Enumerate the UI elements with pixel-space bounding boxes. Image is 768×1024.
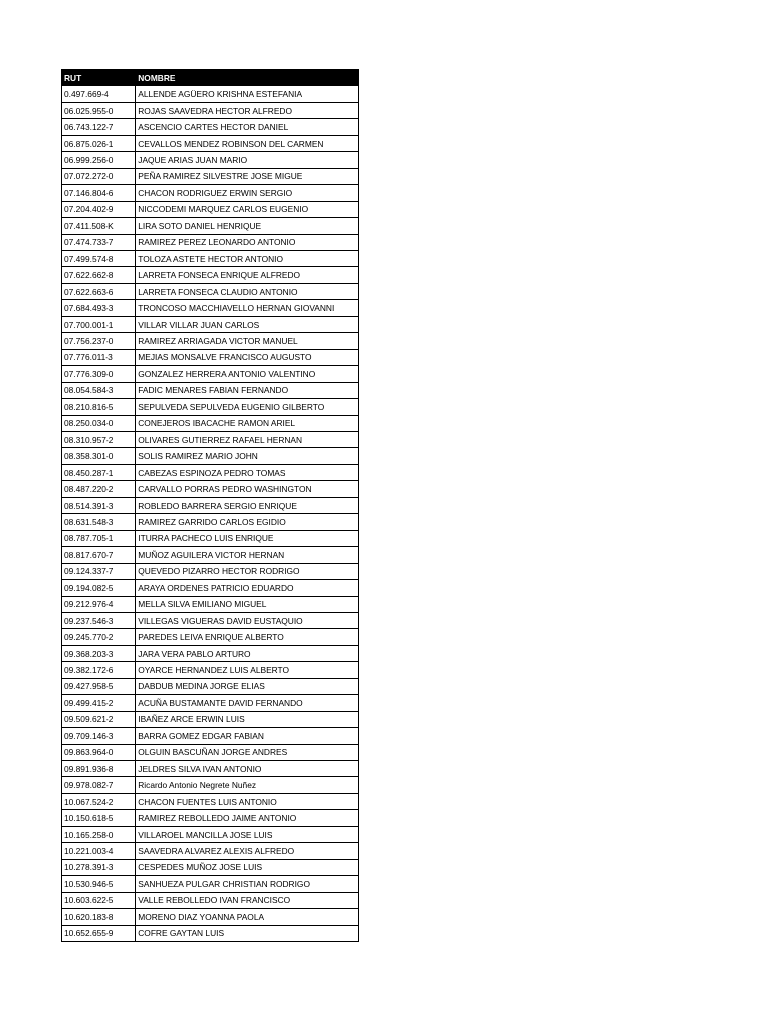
rut-cell: 09.382.172-6 xyxy=(62,662,136,678)
table-row xyxy=(62,695,359,711)
header-rut: RUT xyxy=(62,70,136,86)
rut-cell: 07.499.574-8 xyxy=(62,250,136,266)
nombre-cell: ACUÑA BUSTAMANTE DAVID FERNANDO xyxy=(136,695,359,711)
table-row xyxy=(62,810,359,826)
nombre-cell: CONEJEROS IBACACHE RAMON ARIEL xyxy=(136,415,359,431)
table-row xyxy=(62,793,359,809)
rut-cell: 10.150.618-5 xyxy=(62,810,136,826)
table-row xyxy=(62,612,359,628)
table-row xyxy=(62,333,359,349)
nombre-cell: SOLIS RAMIREZ MARIO JOHN xyxy=(136,448,359,464)
nombre-cell: VILLAROEL MANCILLA JOSE LUIS xyxy=(136,826,359,842)
table-row xyxy=(62,431,359,447)
rut-cell: 10.278.391-3 xyxy=(62,859,136,875)
nombre-cell: VALLE REBOLLEDO IVAN FRANCISCO xyxy=(136,892,359,908)
nombre-cell: CHACON RODRIGUEZ ERWIN SERGIO xyxy=(136,185,359,201)
nombre-cell: CESPEDES MUÑOZ JOSE LUIS xyxy=(136,859,359,875)
table-header-row xyxy=(62,70,359,86)
rut-cell: 06.999.256-0 xyxy=(62,152,136,168)
nombre-cell: LIRA SOTO DANIEL HENRIQUE xyxy=(136,218,359,234)
table-row xyxy=(62,135,359,151)
table-row xyxy=(62,152,359,168)
table-row xyxy=(62,119,359,135)
rut-cell: 09.978.082-7 xyxy=(62,777,136,793)
rut-cell: 08.210.816-5 xyxy=(62,399,136,415)
nombre-cell: VILLAR VILLAR JUAN CARLOS xyxy=(136,316,359,332)
table-row xyxy=(62,514,359,530)
rut-cell: 09.194.082-5 xyxy=(62,580,136,596)
rut-name-table xyxy=(61,69,359,942)
nombre-cell: ARAYA ORDENES PATRICIO EDUARDO xyxy=(136,580,359,596)
nombre-cell: JARA VERA PABLO ARTURO xyxy=(136,645,359,661)
rut-cell: 07.700.001-1 xyxy=(62,316,136,332)
nombre-cell: LARRETA FONSECA CLAUDIO ANTONIO xyxy=(136,283,359,299)
rut-cell: 08.817.670-7 xyxy=(62,547,136,563)
rut-cell: 06.875.026-1 xyxy=(62,135,136,151)
rut-cell: 07.072.272-0 xyxy=(62,168,136,184)
rut-cell: 09.709.146-3 xyxy=(62,728,136,744)
nombre-cell: MEJIAS MONSALVE FRANCISCO AUGUSTO xyxy=(136,349,359,365)
rut-cell: 09.237.546-3 xyxy=(62,612,136,628)
table-row xyxy=(62,86,359,102)
rut-cell: 10.620.183-8 xyxy=(62,909,136,925)
table-row xyxy=(62,662,359,678)
rut-cell: 10.221.003-4 xyxy=(62,843,136,859)
rut-cell: 08.310.957-2 xyxy=(62,431,136,447)
nombre-cell: COFRE GAYTAN LUIS xyxy=(136,925,359,941)
table-row xyxy=(62,481,359,497)
nombre-cell: ALLENDE AGÜERO KRISHNA ESTEFANIA xyxy=(136,86,359,102)
rut-cell: 07.146.804-6 xyxy=(62,185,136,201)
rut-cell: 09.863.964-0 xyxy=(62,744,136,760)
rut-cell: 08.250.034-0 xyxy=(62,415,136,431)
table-row xyxy=(62,448,359,464)
nombre-cell: RAMIREZ ARRIAGADA VICTOR MANUEL xyxy=(136,333,359,349)
table-row xyxy=(62,859,359,875)
nombre-cell: MORENO DIAZ YOANNA PAOLA xyxy=(136,909,359,925)
nombre-cell: LARRETA FONSECA ENRIQUE ALFREDO xyxy=(136,267,359,283)
table-row xyxy=(62,267,359,283)
rut-cell: 09.427.958-5 xyxy=(62,678,136,694)
table-row xyxy=(62,366,359,382)
rut-cell: 09.245.770-2 xyxy=(62,629,136,645)
nombre-cell: JELDRES SILVA IVAN ANTONIO xyxy=(136,761,359,777)
nombre-cell: DABDUB MEDINA JORGE ELIAS xyxy=(136,678,359,694)
table-row xyxy=(62,349,359,365)
rut-cell: 06.743.122-7 xyxy=(62,119,136,135)
rut-cell: 0.497.669-4 xyxy=(62,86,136,102)
table-row xyxy=(62,826,359,842)
nombre-cell: OLIVARES GUTIERREZ RAFAEL HERNAN xyxy=(136,431,359,447)
rut-cell: 08.450.287-1 xyxy=(62,464,136,480)
rut-cell: 07.776.011-3 xyxy=(62,349,136,365)
table-row xyxy=(62,744,359,760)
nombre-cell: IBAÑEZ ARCE ERWIN LUIS xyxy=(136,711,359,727)
table-row xyxy=(62,728,359,744)
rut-cell: 08.631.548-3 xyxy=(62,514,136,530)
nombre-cell: RAMIREZ GARRIDO CARLOS EGIDIO xyxy=(136,514,359,530)
table-body xyxy=(62,86,359,942)
nombre-cell: RAMIREZ REBOLLEDO JAIME ANTONIO xyxy=(136,810,359,826)
nombre-cell: Ricardo Antonio Negrete Nuñez xyxy=(136,777,359,793)
table-row xyxy=(62,678,359,694)
nombre-cell: SAAVEDRA ALVAREZ ALEXIS ALFREDO xyxy=(136,843,359,859)
rut-cell: 09.509.621-2 xyxy=(62,711,136,727)
nombre-cell: MELLA SILVA EMILIANO MIGUEL xyxy=(136,596,359,612)
table-row xyxy=(62,300,359,316)
rut-cell: 07.622.662-8 xyxy=(62,267,136,283)
rut-cell: 10.652.655-9 xyxy=(62,925,136,941)
nombre-cell: SANHUEZA PULGAR CHRISTIAN RODRIGO xyxy=(136,876,359,892)
table-row xyxy=(62,185,359,201)
nombre-cell: VILLEGAS VIGUERAS DAVID EUSTAQUIO xyxy=(136,612,359,628)
table-row xyxy=(62,761,359,777)
nombre-cell: CHACON FUENTES LUIS ANTONIO xyxy=(136,793,359,809)
table-row xyxy=(62,382,359,398)
table-row xyxy=(62,464,359,480)
nombre-cell: CEVALLOS MENDEZ ROBINSON DEL CARMEN xyxy=(136,135,359,151)
nombre-cell: CABEZAS ESPINOZA PEDRO TOMAS xyxy=(136,464,359,480)
nombre-cell: JAQUE ARIAS JUAN MARIO xyxy=(136,152,359,168)
table-row xyxy=(62,415,359,431)
rut-cell: 07.411.508-K xyxy=(62,218,136,234)
rut-cell: 09.891.936-8 xyxy=(62,761,136,777)
rut-cell: 09.212.976-4 xyxy=(62,596,136,612)
nombre-cell: BARRA GOMEZ EDGAR FABIAN xyxy=(136,728,359,744)
nombre-cell: PEÑA RAMIREZ SILVESTRE JOSE MIGUE xyxy=(136,168,359,184)
table-row xyxy=(62,250,359,266)
header-nombre: NOMBRE xyxy=(136,70,359,86)
nombre-cell: SEPULVEDA SEPULVEDA EUGENIO GILBERTO xyxy=(136,399,359,415)
rut-cell: 10.530.946-5 xyxy=(62,876,136,892)
table-row xyxy=(62,102,359,118)
table-row xyxy=(62,843,359,859)
table-row xyxy=(62,497,359,513)
nombre-cell: ROBLEDO BARRERA SERGIO ENRIQUE xyxy=(136,497,359,513)
rut-cell: 07.756.237-0 xyxy=(62,333,136,349)
rut-cell: 08.787.705-1 xyxy=(62,530,136,546)
table-row xyxy=(62,316,359,332)
nombre-cell: TOLOZA ASTETE HECTOR ANTONIO xyxy=(136,250,359,266)
table-row xyxy=(62,399,359,415)
table-row xyxy=(62,218,359,234)
nombre-cell: MUÑOZ AGUILERA VICTOR HERNAN xyxy=(136,547,359,563)
table-row xyxy=(62,892,359,908)
nombre-cell: TRONCOSO MACCHIAVELLO HERNAN GIOVANNI xyxy=(136,300,359,316)
table-row xyxy=(62,234,359,250)
rut-cell: 07.684.493-3 xyxy=(62,300,136,316)
table-row xyxy=(62,201,359,217)
table-row xyxy=(62,645,359,661)
nombre-cell: GONZALEZ HERRERA ANTONIO VALENTINO xyxy=(136,366,359,382)
rut-cell: 07.622.663-6 xyxy=(62,283,136,299)
table-row xyxy=(62,596,359,612)
nombre-cell: OLGUIN BASCUÑAN JORGE ANDRES xyxy=(136,744,359,760)
nombre-cell: NICCODEMI MARQUEZ CARLOS EUGENIO xyxy=(136,201,359,217)
nombre-cell: CARVALLO PORRAS PEDRO WASHINGTON xyxy=(136,481,359,497)
table-row xyxy=(62,168,359,184)
table-row xyxy=(62,777,359,793)
rut-cell: 08.054.584-3 xyxy=(62,382,136,398)
table-row xyxy=(62,909,359,925)
table-row xyxy=(62,547,359,563)
table-row xyxy=(62,530,359,546)
table-row xyxy=(62,580,359,596)
table-row xyxy=(62,629,359,645)
rut-cell: 07.776.309-0 xyxy=(62,366,136,382)
nombre-cell: OYARCE HERNANDEZ LUIS ALBERTO xyxy=(136,662,359,678)
rut-cell: 09.124.337-7 xyxy=(62,563,136,579)
nombre-cell: ITURRA PACHECO LUIS ENRIQUE xyxy=(136,530,359,546)
rut-cell: 10.165.258-0 xyxy=(62,826,136,842)
rut-cell: 08.514.391-3 xyxy=(62,497,136,513)
nombre-cell: RAMIREZ PEREZ LEONARDO ANTONIO xyxy=(136,234,359,250)
table-row xyxy=(62,711,359,727)
table-row xyxy=(62,283,359,299)
nombre-cell: PAREDES LEIVA ENRIQUE ALBERTO xyxy=(136,629,359,645)
nombre-cell: ASCENCIO CARTES HECTOR DANIEL xyxy=(136,119,359,135)
nombre-cell: ROJAS SAAVEDRA HECTOR ALFREDO xyxy=(136,102,359,118)
rut-cell: 08.358.301-0 xyxy=(62,448,136,464)
rut-cell: 10.067.524-2 xyxy=(62,793,136,809)
rut-cell: 07.204.402-9 xyxy=(62,201,136,217)
rut-cell: 06.025.955-0 xyxy=(62,102,136,118)
rut-cell: 07.474.733-7 xyxy=(62,234,136,250)
nombre-cell: QUEVEDO PIZARRO HECTOR RODRIGO xyxy=(136,563,359,579)
table-row xyxy=(62,876,359,892)
nombre-cell: FADIC MENARES FABIAN FERNANDO xyxy=(136,382,359,398)
table-row xyxy=(62,563,359,579)
rut-cell: 08.487.220-2 xyxy=(62,481,136,497)
table-row xyxy=(62,925,359,941)
rut-cell: 10.603.622-5 xyxy=(62,892,136,908)
rut-cell: 09.499.415-2 xyxy=(62,695,136,711)
rut-cell: 09.368.203-3 xyxy=(62,645,136,661)
